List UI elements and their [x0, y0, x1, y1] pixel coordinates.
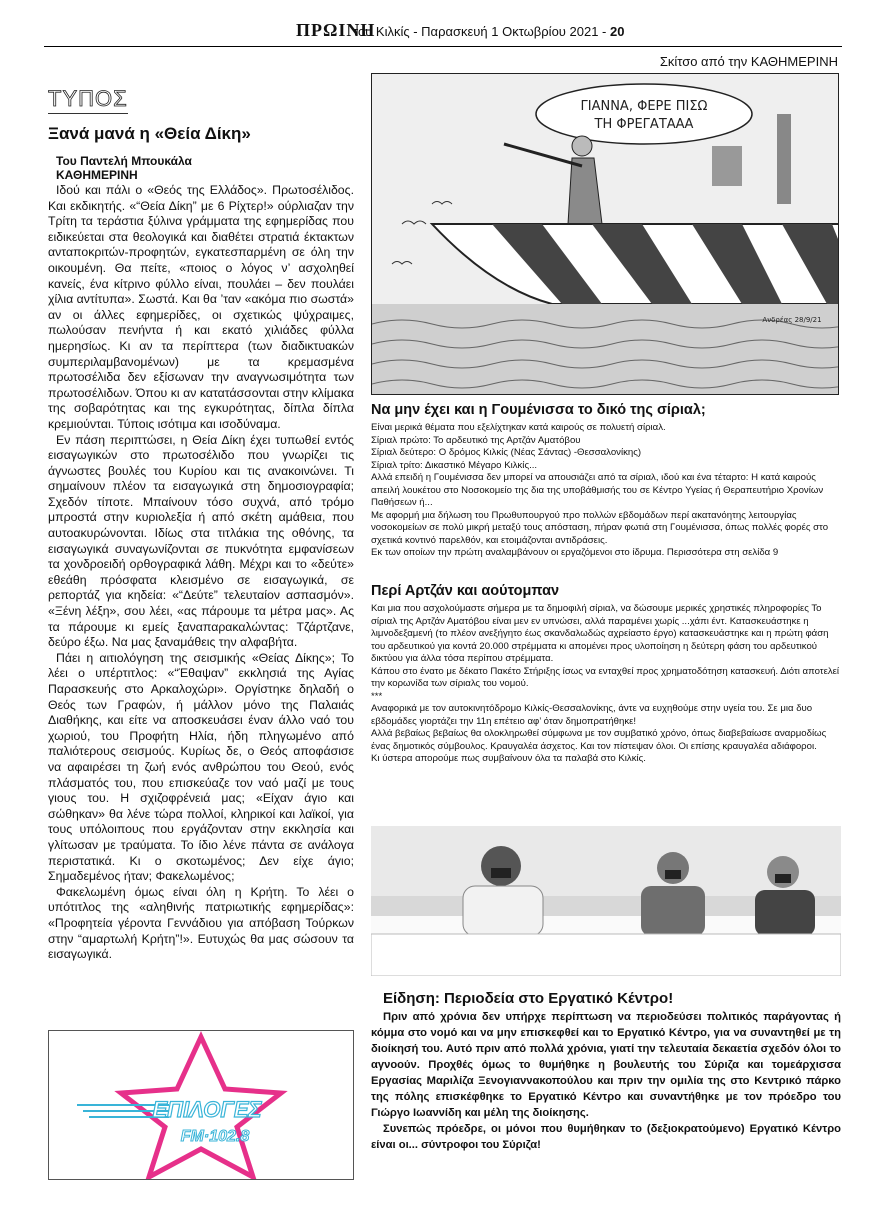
person-1-body: [463, 886, 543, 936]
person-3-body: [755, 890, 815, 936]
separator: ***: [371, 690, 383, 702]
paragraph: Φακελωμένη όμως είναι όλη η Κρήτη. Το λέει ο υπότιτλος της «αληθινής πατριωτικής εφημερίδας»: «Προφητεία γέροντα Γεννάδιου για απόβαση Τούρκων στην “αμαρτωλή Κρήτη”!». Ευτυχώς θα μας σώσουν τα εισαγωγικά.: [48, 884, 354, 962]
page-number: 20: [610, 24, 625, 39]
issue-date: του Κιλκίς - Παρασκευή 1 Οκτωβρίου 2021 -: [353, 24, 607, 39]
star-logo-graphic: [49, 1031, 353, 1179]
person-2-body: [641, 886, 705, 936]
press-article: [48, 86, 354, 963]
paragraph: Σίριαλ τρίτο: Δικαστικό Μέγαρο Κιλκίς...: [371, 459, 538, 471]
news-photo: [371, 826, 841, 976]
paragraph: Κι ύστερα απορούμε πως συμβαίνουν όλα τα παλαβά στο Κιλκίς.: [371, 753, 646, 764]
figure-head: [572, 136, 592, 156]
paragraph: Αναφορικά με τον αυτοκινητόδρομο Κιλκίς-Θεσσαλονίκης, άντε να ευχηθούμε στην υγεία του. Σε μια δυο εβδομάδες γιορτάζει την 11η επέτειο αφ’ όταν δημοπρατήθηκε!: [371, 703, 813, 727]
paragraph: Πριν από χρόνια δεν υπήρχε περίπτωση να περιοδεύσει πολιτικός παράγοντας ή κόμμα στο νομό και να μην επισκεφθεί και το Εργατικό Κέντρο, για να συναντηθεί με τη διοίκησή του. Αυτό πριν από πολλά χρόνια, γιατί την τελευταία δεκαετία σχεδόν όλοι το αγνοούν. Προχθές όμως το θυμήθηκε η βουλευτής του Σύριζα και τομεάρχισσα Εργασίας Μαριλίζα Ξενογιαννακοπούλου και πριν την ομιλία της στο Κεντρικό πάρκο της πόλης επισκέφθηκε το Εργατικό Κέντρο και συναντήθηκε με τον πρόεδρο του Γιώργο Ιωαννίδη και μέλη της διοίκησης.: [371, 1011, 841, 1119]
cartoon-drawing: [372, 74, 839, 395]
paragraph: Πάει η αιτιολόγηση της σεισμικής «Θείας Δίκης»; Το λέει ο υπέρτιτλος: «“Έθαψαν” εκκλησιά της Αγίας Παρασκευής στο Αρκαλοχώρι». Οργίστηκε δηλαδή ο Θεός των Γραφών, ή μάλλον μόνο της Παλαιάς Διαθήκης, και είτε να αποσκευάσει έναν άλλο ναό του χωριού, του Προφήτη Ηλία, ήδη πληγωμένο από παλιότερους σεισμούς. Κυρίως δε, ο Θεός αποφάσισε να αφαιρέσει τη ζωή ενός ανθρώπου του Θεού, ενός πλάσματός του, που επισκεύαζε τον ναό μαζί με τους γιους του. Η σχιζοφρένειά μας; «Είχαν άγιο και σώθηκαν» θα λένε τώρα πολλοί, κληρικοί και λαϊκοί, για τους υπόλοιπους που εργάζονταν στην εκκλησία και γλίτωσαν με τραύματα. Το ίδιο λένε πάντα σε ανάλογα περιστατικά. Κι ο σκοτωμένος; Δεν είχε άγιο; Σημαδεμένος ήταν; Φακελωμένος;: [48, 650, 354, 884]
article-title: Περί Αρτζάν και αούτομπαν: [371, 583, 560, 599]
author-name: Του Παντελή Μπουκάλα: [56, 154, 192, 168]
paragraph: Αλλά βεβαίως βεβαίως θα ολοκληρωθεί σύμφωνα με τον συμβατικό χρόνο, όπως διαβεβαίωσε αναρμοδίως ένας δημοτικός σύμβουλος. Κραυγαλέα άσχετος. Και τον πίστεψαν όλοι. Οι επίσης κραυγαλέα αδιάφοροι.: [371, 728, 827, 752]
paragraph: Σίριαλ πρώτο: Το αρδευτικό της Αρτζάν Αματόβου: [371, 434, 581, 446]
paragraph: Είναι μερικά θέματα που εξελίχτηκαν κατά καιρούς σε πολυετή σίριαλ.: [371, 422, 666, 433]
byline: [48, 154, 354, 182]
masthead: ΠΡΩΙΝΗ: [296, 20, 376, 40]
section-label: ΤΥΠΟΣ: [48, 86, 128, 114]
speech-text-line1: ΓΙΑΝΝΑ, ΦΕΡΕ ΠΙΣΩ: [580, 99, 708, 114]
cartoon-signature: Ανδρέας 28/9/21: [762, 316, 822, 324]
article-title: Να μην έχει και η Γουμένισσα το δικό της σίριαλ;: [371, 402, 706, 418]
page-header: [0, 0, 886, 69]
paragraph: Και μια που ασχολούμαστε σήμερα με τα δημοφιλή σίριαλ, να δώσουμε μερικές χρηστικές πληροφορίες Το σίριαλ της Αρτζάν Αματόβου είναι μεν εν υπνώσει, αλλά παραμένει χωρίς ...χάπι έντ. Κατασκευάστηκε η λιμνοδεξαμενή (το πλέον ανεξήγητο έως σκανδαλωδώς αχρείαστο έργο) κατασκευάστηκε και η πρώτη φάση του αρδευτικού για κοντά 20.000 στρέμματα κι απομένει προς υλοποίηση η δεύτερη φάση του αρδευτικού δικτύου για άλλα τόσα περίπου στρέμματα.: [371, 603, 829, 664]
person-2-head: [657, 852, 689, 884]
article-labor-center: [371, 990, 841, 1153]
paragraph: Σίριαλ δεύτερο: Ο δρόμος Κιλκίς (Νέας Σάντας) -Θεσσαλονίκης): [371, 447, 642, 458]
author-source: ΚΑΘΗΜΕΡΙΝΗ: [56, 168, 138, 182]
article-body: [371, 603, 841, 766]
person-3-head: [767, 856, 799, 888]
photo-scene: [371, 826, 841, 976]
issue-info: [353, 24, 624, 39]
ad-frequency: FM·102.8: [180, 1128, 250, 1145]
radio-advertisement: [48, 1030, 354, 1180]
table: [371, 934, 841, 976]
cartoon: [371, 73, 839, 395]
paragraph: Με αφορμή μια δήλωση του Πρωθυπουργού προ πολλών εβδομάδων περί ακατανόητης λειτουργίας νοσοκομείων σε πολύ μικρή μεταξύ τους απόσταση, πήραν φωτιά στη Γουμένισσα, όπως πολλές φορές στο σχετικά κοντινό παρελθόν, και ετοιμάζονται αντιδράσεις.: [371, 509, 829, 546]
article-artzan: [371, 583, 841, 766]
paragraph: Ιδού και πάλι ο «Θεός της Ελλάδος». Πρωτοσέλιδος. Και εκδικητής. «“Θεία Δίκη” με 6 Ρίχτερ!» ούρλιαζαν την Τρίτη τα τεράστια ξύλινα γράμματα της εφημερίδας που ειδικεύεται στα θεολογικά και διαθέτει στρατιά έκτακτων ανταποκριτών-προφητών, εγκατεσπαρμένη σε όλη την οικουμένη. Θα πείτε, «ποιος ο λόγος ν’ ασχοληθεί κανείς, ένα κίτρινο φύλλο είναι, πουλάει – δεν πουλάει χίλια αντίτυπα». Σωστά. Και θα ’ταν «ακόμα πιο σωστά» αν οι άλλες εφημερίδες, οι σχετικώς ψύχραιμες, πωλούσαν πενήντα ή και εκατό χιλιάδες φύλλα ημερησίως. Κι αν τα περίπτερα (των διαδικτυακών συμπεριλαμβανομένων) με τα κρεμασμένα πρωτοσέλιδα δεν εξίσωναν την αναγνωσιμότητα των πρωτοσέλιδων. Όπου κι αν κατατάσσονται στην κλίμακα της σοβαρότητας και της εγκυρότητας, δίπλα δίπλα κρεμιούνται. Τύποις ισότιμα και ισοδύναμα.: [48, 183, 354, 431]
paragraph: Κάπου στο ένατο με δέκατο Πακέτο Στήριξης ίσως να ενταχθεί προς χρηματοδότηση κατασκευή. Διότι αποτελεί την κορωνίδα των σίριαλς του νομού.: [371, 665, 840, 689]
article-goumenissa: [371, 402, 841, 560]
paragraph: Αλλά επειδή η Γουμένισσα δεν μπορεί να απουσιάζει από τα σίριαλ, ιδού και ένα τέταρτο: Η κατά καιρούς απειλή λουκέτου στο Νοσοκομείο της δια της υποβάθμισής του σε Κέντρο Υγείας ή Θεραπευτήριο Χρονίων Παθήσεων ή...: [371, 472, 824, 508]
article-title: Ξανά μανά η «Θεία Δίκη»: [48, 124, 251, 143]
paragraph: Συνεπώς πρόεδρε, οι μόνοι που θυμήθηκαν το (δεξιοκρατούμενο) Εργατικό Κέντρο είναι οι... σύντροφοι του Σύριζα!: [371, 1123, 841, 1151]
cartoon-credit: Σκίτσο από την ΚΑΘΗΜΕΡΙΝΗ: [659, 54, 838, 69]
article-body: [371, 1009, 841, 1153]
article-title: Είδηση: Περιοδεία στο Εργατικό Κέντρο!: [383, 990, 674, 1007]
speech-bubble: [536, 84, 752, 144]
article-body: [48, 183, 354, 963]
speech-text-line2: ΤΗ ΦΡΕΓΑΤΑΑΑ: [594, 117, 694, 132]
person-1-head: [481, 846, 521, 886]
header-rule: [44, 46, 842, 47]
paragraph: Εκ των οποίων την πρώτη αναλαμβάνουν οι εργαζόμενοι στο ίδρυμα. Περισσότερα στη σελίδα 9: [371, 547, 779, 558]
ad-brand: ΕΠΙΛΟΓΕΣ: [152, 1097, 262, 1122]
paragraph: Εν πάση περιπτώσει, η Θεία Δίκη έχει τυπωθεί εντός εισαγωγικών στο πρωτοσέλιδο που γνωρίζει τις άγνωστες βουλές του Κυρίου και τις ανακοινώνει. Τι σημαίνουν πλέον τα εισαγωγικά στη δημοσιογραφία; Σχεδόν τίποτε. Μπαίνουν τόσο συχνά, από τρόμο μπροστά στην κυριολεξία ή από σκέτη αμάθεια, που αυτοακυρώνονται. Ιδίως στα τιτλάκια της οθόνης, τα εισαγωγικά συναγωνίζονται σε πυκνότητα εμφανίσεων τα χονδροειδή ορθογραφικά λάθη. Μέχρι και το «δεύτε» εθεάθη πρόσφατα κλεισμένο σε εισαγωγικά, σε ρεπορτάζ για κηδεία: «“Δεύτε” τελευταίον ασπασμόν». «Ξένη λέξη», σου λέει, «ας πάρουμε τα μέτρα μας». Ας τα πάρουμε κι εμείς ξαναπαρακαλώντας: Τζάρτζανε, δεύρο έξω. Να μας ξαναμάθεις την αλφαβήτα.: [48, 432, 354, 650]
article-body: [371, 422, 841, 560]
